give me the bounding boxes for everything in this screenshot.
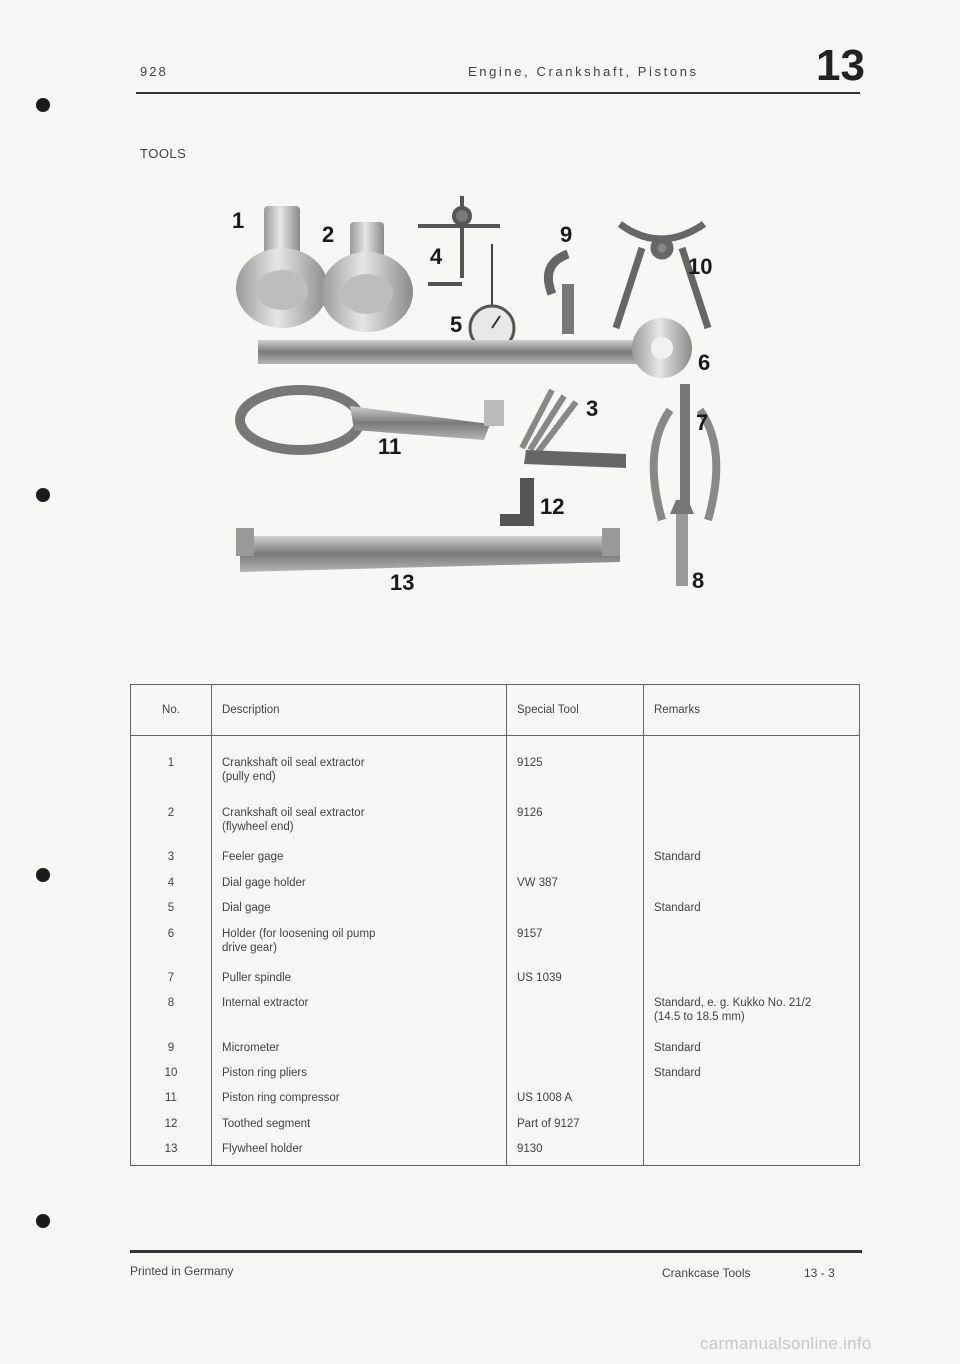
binder-hole xyxy=(36,1214,50,1228)
photo-callout: 3 xyxy=(586,396,599,421)
cell-remarks: Standard xyxy=(644,1038,860,1063)
cell-remarks: Standard xyxy=(644,1063,860,1088)
table-row xyxy=(131,1114,860,1139)
page-number: 13 - 3 xyxy=(804,1266,835,1280)
photo-callout: 13 xyxy=(390,570,415,595)
cell-no: 3 xyxy=(131,847,212,872)
cell-remarks: Standard xyxy=(644,847,860,872)
cell-special-tool xyxy=(507,993,644,1037)
photo-callout: 11 xyxy=(378,434,402,459)
table-row xyxy=(131,1063,860,1088)
cell-remarks xyxy=(644,1114,860,1139)
header-title: Engine, Crankshaft, Pistons xyxy=(468,64,699,79)
cell-remarks xyxy=(644,924,860,968)
watermark: carmanualsonline.info xyxy=(700,1334,872,1353)
cell-special-tool: 9130 xyxy=(507,1139,644,1164)
footer-printed-in: Printed in Germany xyxy=(130,1264,234,1278)
cell-no: 4 xyxy=(131,873,212,898)
cell-description: Toothed segment xyxy=(212,1114,507,1139)
photo-callout: 12 xyxy=(540,494,565,519)
cell-special-tool xyxy=(507,1063,644,1088)
photo-callout: 6 xyxy=(698,350,711,375)
table-row xyxy=(131,1088,860,1113)
cell-no: 12 xyxy=(131,1114,212,1139)
column-header-special-tool: Special Tool xyxy=(507,685,644,736)
footer-section-name: Crankcase Tools xyxy=(662,1266,751,1280)
table-header-row xyxy=(131,685,860,736)
cell-special-tool: US 1008 A xyxy=(507,1088,644,1113)
cell-description: Piston ring pliers xyxy=(212,1063,507,1088)
cell-remarks xyxy=(644,1088,860,1113)
table-row xyxy=(131,736,860,804)
cell-no: 1 xyxy=(131,736,212,804)
table-row xyxy=(131,1038,860,1063)
cell-description: Puller spindle xyxy=(212,968,507,993)
cell-no: 9 xyxy=(131,1038,212,1063)
table-row xyxy=(131,1139,860,1164)
flywheel-holder xyxy=(236,528,620,572)
tools-table xyxy=(130,684,860,1166)
photo-callout: 4 xyxy=(430,244,443,269)
column-header-description: Description xyxy=(212,685,507,736)
table-row xyxy=(131,924,860,968)
dial-gage-holder xyxy=(418,196,500,284)
cell-no: 10 xyxy=(131,1063,212,1088)
cell-remarks xyxy=(644,736,860,804)
cell-no: 7 xyxy=(131,968,212,993)
cell-description: Dial gage holder xyxy=(212,873,507,898)
cell-description: Piston ring compressor xyxy=(212,1088,507,1113)
cell-remarks: Standard, e. g. Kukko No. 21/2 (14.5 to 18.5 mm) xyxy=(644,993,860,1037)
binder-hole xyxy=(36,488,50,502)
photo-callout: 5 xyxy=(450,312,463,337)
internal-extractor xyxy=(670,500,694,586)
cell-remarks xyxy=(644,968,860,993)
cell-special-tool: Part of 9127 xyxy=(507,1114,644,1139)
cell-description: Flywheel holder xyxy=(212,1139,507,1164)
cell-special-tool: 9157 xyxy=(507,924,644,968)
table-row xyxy=(131,968,860,993)
cell-description: Holder (for loosening oil pump drive gear) xyxy=(212,924,507,968)
cell-special-tool: US 1039 xyxy=(507,968,644,993)
cell-description: Internal extractor xyxy=(212,993,507,1037)
header-model: 928 xyxy=(140,64,168,79)
photo-callout: 8 xyxy=(692,568,705,593)
cell-special-tool: VW 387 xyxy=(507,873,644,898)
photo-callout: 1 xyxy=(232,208,245,233)
table-row xyxy=(131,847,860,872)
cell-special-tool xyxy=(507,898,644,923)
toothed-segment xyxy=(500,478,534,526)
table-row xyxy=(131,993,860,1037)
empty-cell xyxy=(212,1165,507,1166)
table-row xyxy=(131,873,860,898)
cell-description: Micrometer xyxy=(212,1038,507,1063)
empty-cell xyxy=(131,1165,212,1166)
photo-callout: 7 xyxy=(696,410,709,435)
cell-special-tool xyxy=(507,1038,644,1063)
cell-remarks xyxy=(644,873,860,898)
tools-photo xyxy=(200,188,760,618)
cell-remarks xyxy=(644,1139,860,1164)
cell-special-tool xyxy=(507,847,644,872)
cell-description: Crankshaft oil seal extractor (flywheel end) xyxy=(212,803,507,847)
cell-no: 8 xyxy=(131,993,212,1037)
cell-special-tool: 9126 xyxy=(507,803,644,847)
table-row xyxy=(131,803,860,847)
binder-hole xyxy=(36,868,50,882)
cell-no: 2 xyxy=(131,803,212,847)
column-header-remarks: Remarks xyxy=(644,685,860,736)
cell-description: Crankshaft oil seal extractor (pully end) xyxy=(212,736,507,804)
feeler-gage xyxy=(522,390,626,468)
binder-hole xyxy=(36,98,50,112)
cell-description: Feeler gage xyxy=(212,847,507,872)
column-header-no: No. xyxy=(131,685,212,736)
cell-special-tool: 9125 xyxy=(507,736,644,804)
section-title: TOOLS xyxy=(140,146,187,161)
piston-ring-compressor xyxy=(240,390,504,450)
cell-no: 11 xyxy=(131,1088,212,1113)
header-rule xyxy=(136,92,860,94)
photo-callout: 2 xyxy=(322,222,335,247)
cell-no: 5 xyxy=(131,898,212,923)
photo-callout: 10 xyxy=(688,254,713,279)
puller-spindle xyxy=(654,384,717,520)
dial-gage xyxy=(470,244,514,350)
header-chapter-number: 13 xyxy=(816,41,865,90)
table-filler-row xyxy=(131,1165,860,1166)
seal-extractor-pulley-end xyxy=(236,206,328,328)
cell-remarks xyxy=(644,803,860,847)
empty-cell xyxy=(644,1165,860,1166)
footer-rule xyxy=(130,1250,862,1253)
table-row xyxy=(131,898,860,923)
cell-no: 13 xyxy=(131,1139,212,1164)
photo-callout: 9 xyxy=(560,222,573,247)
cell-description: Dial gage xyxy=(212,898,507,923)
micrometer xyxy=(548,254,574,334)
cell-no: 6 xyxy=(131,924,212,968)
seal-extractor-flywheel-end xyxy=(321,222,413,332)
empty-cell xyxy=(507,1165,644,1166)
cell-remarks: Standard xyxy=(644,898,860,923)
